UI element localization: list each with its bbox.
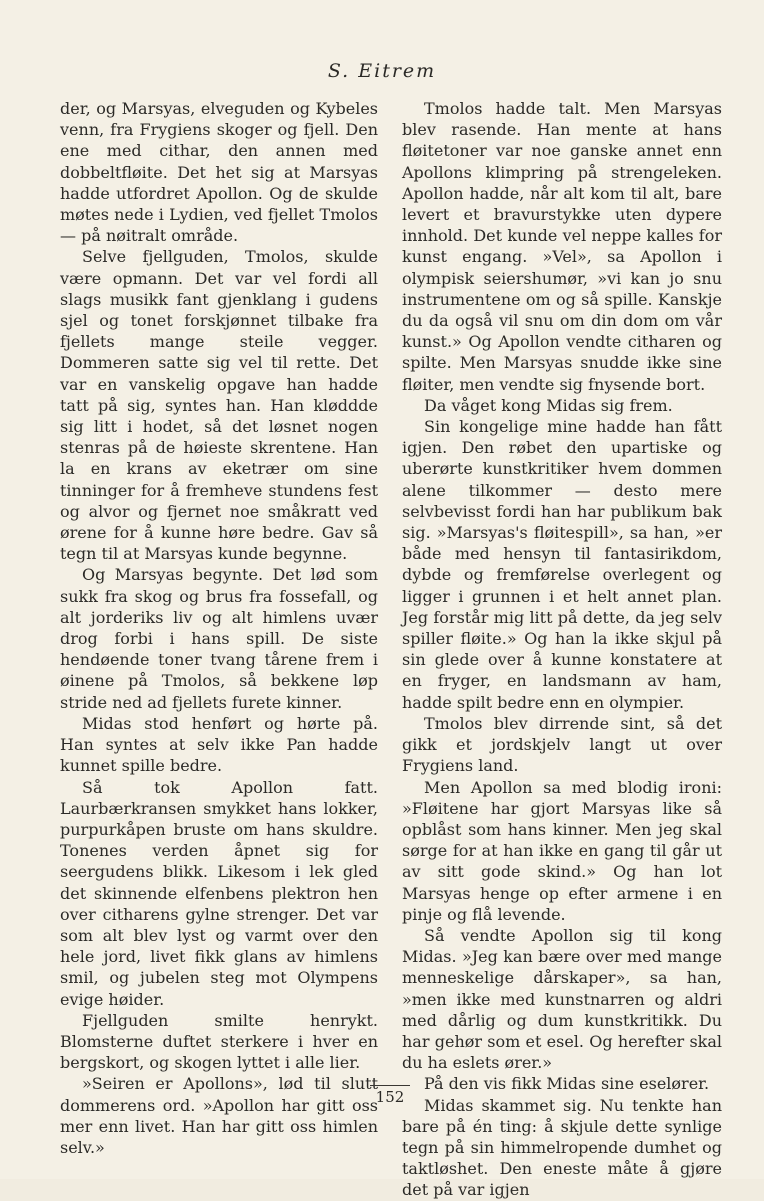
paragraph: Midas skammet sig. Nu tenkte han bare på én ting: å skjule dette synlige tegn på sin himmelropende dumhet og taktløshet. Den eneste måte å gjøre det på var igjen xyxy=(402,1095,722,1200)
paragraph: Selve fjellguden, Tmolos, skulde være opmann. Det var vel fordi all slags musikk fant gjenklang i gudens sjel og tonet forskjønnet tilbake fra fjellets mange steile vegger. Dommeren satte sig vel til rette. Det var en vanskelig opgave han hadde tatt på sig, syntes han. Han kløddde sig litt i hodet, så det løsnet nogen stenras på de høieste skrentene. Han la en krans av eketrær om sine tinninger for å fremheve stundens fest og alvor og fjernet noe småkratt ved ørene for å kunne høre bedre. Gav så tegn til at Marsyas kunde begynne. xyxy=(60,247,378,564)
paragraph: Tmolos hadde talt. Men Marsyas blev rasende. Han mente at hans fløitetoner var noe ganske annet enn Apollons klimpring på strengeleken. Apollon hadde, når alt kom til alt, bare levert et bravurstykke uten dypere innhold. Det kunde vel neppe kalles for kunst engang. »Vel», sa Apollon i olympisk seiershumør, »vi kan jo snu instrumentene om og så spille. Kanskje du da også vil snu om din dom om vår kunst.» Og Apollon vendte citharen og spilte. Men Marsyas snudde ikke sine fløiter, men vendte sig fnysende bort. xyxy=(402,99,722,394)
paragraph: Så vendte Apollon sig til kong Midas. »Jeg kan bære over med mange menneskelige dårskaper», sa han, »men ikke med kunstnarren og aldri med dårlig og dum kunstkritikk. Du har gehør som et esel. Og herefter skal du ha eslets ører.» xyxy=(402,925,722,1073)
paragraph: Tmolos blev dirrende sint, så det gikk et jordskjelv langt ut over Frygiens land. xyxy=(402,713,722,776)
right-column xyxy=(402,98,722,1201)
paragraph: Men Apollon sa med blodig ironi: »Fløitene har gjort Marsyas like så opblåst som hans kinner. Men jeg skal sørge for at han ikke en gang til går ut av sitt gode skind.» Og han lot Marsyas henge op efter armene i en pinje og flå levende. xyxy=(402,777,722,924)
running-header: S. Eitrem xyxy=(327,60,437,82)
paragraph: Så tok Apollon fatt. Laurbærkransen smykket hans lokker, purpurkåpen bruste om hans skuldre. Tonenes verden åpnet sig for seergudens blikk. Likesom i lek gled det skinnende elfenbens plektron hen over citharens gylne strenger. Det var som alt blev lyst og varmt over den hele jord, livet fikk glans av himlens smil, og jubelen steg mot Olympens evige høider. xyxy=(60,777,378,1009)
paragraph: Da våget kong Midas sig frem. xyxy=(424,395,673,415)
paragraph: der, og Marsyas, elveguden og Kybeles venn, fra Frygiens skoger og fjell. Den ene med cithar, den annen med dobbeltfløite. Det het sig at Marsyas hadde utfordret Apollon. Og de skulde møtes nede i Lydien, ved fjellet Tmolos — på nøitralt område. xyxy=(60,99,378,246)
paragraph: Midas stod henført og hørte på. Han syntes at selv ikke Pan hadde kunnet spille bedre. xyxy=(60,713,378,776)
paragraph: Og Marsyas begynte. Det lød som sukk fra skog og brus fra fossefall, og alt jorderiks liv og alt himlens uvær drog forbi i hans spill. De siste hendøende toner tvang tårene frem i øinene på Tmolos, så bekkene løp stride ned ad fjellets furete kinner. xyxy=(60,565,378,712)
paragraph: »Seiren er Apollons», lød til slutt dommerens ord. »Apollon har gitt oss mer enn livet. Han har gitt oss himlen selv.» xyxy=(60,1074,378,1157)
page-number: 152 xyxy=(370,1085,410,1106)
paragraph: Fjellguden smilte henrykt. Blomsterne duftet sterkere i hver en bergskort, og skogen lyttet i alle lier. xyxy=(60,1010,378,1073)
left-column xyxy=(60,98,378,1158)
paragraph: Sin kongelige mine hadde han fått igjen. Den røbet den upartiske og uberørte kunstkritiker hvem dommen alene tilkommer — desto mere selvbevisst fordi han har publikum bak sig. »Marsyas's fløitespill», sa han, »er både med hensyn til fantasirikdom, dybde og fremførelse overlegent og ligger i grunnen i et helt annet plan. Jeg forstår mig litt på dette, da jeg selv spiller fløite.» Og han la ikke skjul på sin glede over å kunne konstatere at en fryger, en landsmann av ham, hadde spilt bedre enn en olympier. xyxy=(402,417,722,712)
paragraph: På den vis fikk Midas sine eselører. xyxy=(424,1074,710,1094)
